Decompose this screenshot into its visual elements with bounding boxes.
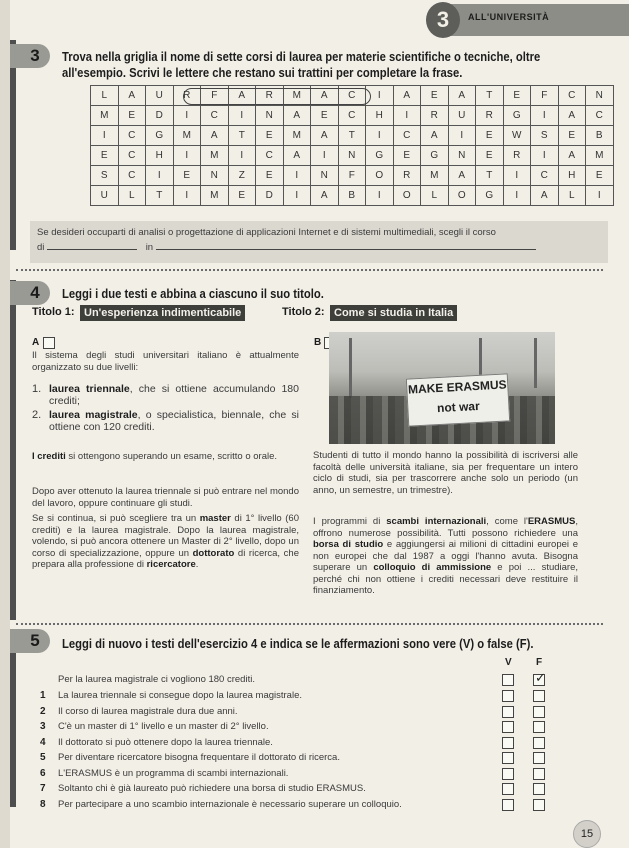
grid-cell[interactable]: I: [448, 126, 476, 146]
example-v-checkbox[interactable]: [502, 674, 514, 686]
grid-cell[interactable]: I: [146, 166, 174, 186]
check-mark-icon: ✓: [535, 670, 546, 685]
grid-cell[interactable]: G: [503, 106, 531, 126]
grid-row: [91, 126, 614, 146]
section-margin-mark: [10, 280, 16, 620]
grid-cell[interactable]: M: [201, 146, 229, 166]
statement-text: Per diventare ricercatore bisogna frequentare il dottorato di ricerca.: [58, 752, 340, 763]
text-b-label: B: [314, 337, 322, 348]
grid-cell[interactable]: A: [283, 106, 311, 126]
statement-number: 8: [40, 798, 46, 810]
statement-v-checkbox[interactable]: [502, 768, 514, 780]
grid-cell[interactable]: Z: [228, 166, 256, 186]
statement-number: 6: [40, 767, 46, 779]
grid-cell[interactable]: I: [91, 126, 119, 146]
grid-cell[interactable]: I: [283, 166, 311, 186]
text-b-paragraph-1: Studenti di tutto il mondo hanno la possibilità di iscriversi alle facoltà delle università italiane, sia per frequentare un intero ciclo di studi, sia per trascorrere anche solo un periodo (un anno, un semestre, un trimestre).: [313, 450, 578, 496]
grid-row: [91, 186, 614, 206]
grid-cell[interactable]: I: [366, 126, 394, 146]
grid-cell[interactable]: A: [531, 186, 559, 206]
grid-cell[interactable]: M: [173, 126, 201, 146]
grid-row: [91, 106, 614, 126]
grid-cell[interactable]: I: [531, 146, 559, 166]
grid-cell[interactable]: G: [476, 186, 504, 206]
statement-number: 1: [40, 690, 46, 701]
text-b-paragraph-2: I programmi di scambi internazionali, come l'ERASMUS, offrono numerose possibilità. Tutti possono richiedere una borsa di studio e aggiungersi ai milioni di cittadini europei e non europei che dal 1987 a oggi l'hanno avuta. Bisogna superare un colloquio di ammissione e poi ... studiare, perché chi non ottiene i crediti necessari deve restituire il finanziamento.: [313, 516, 579, 596]
chapter-title: ALL'UNIVERSITÀ: [468, 12, 550, 22]
statement-f-checkbox[interactable]: [533, 721, 545, 733]
statement-text: Per partecipare a uno scambio internazionale è necessario superare un colloquio.: [58, 798, 402, 810]
students-photo: [329, 332, 555, 444]
grid-cell[interactable]: R: [421, 106, 449, 126]
exercise-number-4: 4: [10, 281, 50, 305]
statement-f-checkbox[interactable]: [533, 737, 545, 749]
grid-cell[interactable]: E: [256, 166, 284, 186]
list-number: 1.: [32, 383, 42, 395]
text-a-intro: Il sistema degli studi universitari italiano è attualmente organizzato su due livelli:: [32, 350, 299, 373]
statement-number: 2: [40, 705, 46, 717]
exercise-4-instruction: Leggi i due testi e abbina a ciascuno il suo titolo.: [62, 287, 324, 301]
grid-cell[interactable]: E: [421, 86, 449, 106]
example-statement: Per la laurea magistrale ci vogliono 180 crediti.: [58, 674, 255, 685]
grid-cell[interactable]: H: [146, 146, 174, 166]
grid-cell[interactable]: E: [393, 146, 421, 166]
section-margin-mark: [10, 40, 16, 250]
statement-f-checkbox[interactable]: [533, 690, 545, 702]
example-word-circle: [183, 88, 371, 105]
grid-cell[interactable]: R: [173, 86, 201, 106]
grid-cell[interactable]: I: [228, 146, 256, 166]
title-2-label: Titolo 2:: [282, 306, 325, 318]
grid-cell[interactable]: I: [366, 186, 394, 206]
statement-v-checkbox[interactable]: [502, 737, 514, 749]
grid-cell[interactable]: M: [283, 86, 311, 106]
grid-cell[interactable]: A: [228, 86, 256, 106]
statement-v-checkbox[interactable]: [502, 783, 514, 795]
grid-cell[interactable]: A: [283, 146, 311, 166]
grid-cell[interactable]: I: [173, 146, 201, 166]
answer-blank[interactable]: [156, 239, 536, 250]
text-a-checkbox[interactable]: [43, 337, 55, 349]
statement-v-checkbox[interactable]: [502, 690, 514, 702]
grid-cell[interactable]: C: [338, 106, 366, 126]
grid-cell[interactable]: W: [503, 126, 531, 146]
grid-cell[interactable]: A: [448, 166, 476, 186]
grid-cell[interactable]: E: [586, 166, 614, 186]
statement-text: Il dottorato si può ottenere dopo la laurea triennale.: [58, 736, 273, 748]
title-1: Un'esperienza indimenticabile: [80, 305, 245, 321]
grid-row: [91, 146, 614, 166]
statement-number: 5: [40, 752, 46, 763]
title-2: Come si studia in Italia: [330, 305, 457, 321]
text-a-label: A: [32, 337, 40, 348]
grid-cell[interactable]: I: [503, 166, 531, 186]
statement-text: Soltanto chi è già laureato può richiedere una borsa di studio ERASMUS.: [58, 783, 366, 794]
grid-cell[interactable]: R: [476, 106, 504, 126]
grid-cell[interactable]: L: [558, 186, 586, 206]
grid-cell[interactable]: A: [558, 146, 586, 166]
grid-cell[interactable]: C: [256, 146, 284, 166]
grid-cell[interactable]: E: [558, 126, 586, 146]
column-f-header: F: [536, 657, 543, 668]
grid-cell[interactable]: O: [366, 166, 394, 186]
grid-cell[interactable]: A: [201, 126, 229, 146]
grid-cell[interactable]: R: [256, 86, 284, 106]
page: [10, 0, 629, 848]
statement-text: C'è un master di 1° livello e un master di 2° livello.: [58, 721, 269, 732]
grid-cell[interactable]: H: [366, 106, 394, 126]
grid-cell[interactable]: M: [201, 186, 229, 206]
text-a-paragraph-2: I crediti si ottengono superando un esame, scritto o orale.: [32, 451, 278, 462]
grid-cell[interactable]: B: [586, 126, 614, 146]
statement-text: L'ERASMUS è un programma di scambi internazionali.: [58, 767, 289, 779]
grid-cell[interactable]: A: [311, 126, 339, 146]
grid-cell[interactable]: E: [228, 186, 256, 206]
grid-cell[interactable]: E: [476, 146, 504, 166]
grid-cell[interactable]: A: [448, 86, 476, 106]
grid-cell[interactable]: G: [366, 146, 394, 166]
grid-cell[interactable]: C: [338, 86, 366, 106]
grid-cell[interactable]: O: [448, 186, 476, 206]
grid-cell[interactable]: C: [118, 166, 146, 186]
list-number: 2.: [32, 409, 42, 421]
exercise-5-instruction: Leggi di nuovo i testi dell'esercizio 4 e indica se le affermazioni sono vere (V) o false (F).: [62, 637, 534, 651]
statement-number: 7: [40, 783, 46, 794]
grid-cell[interactable]: I: [173, 186, 201, 206]
grid-cell[interactable]: F: [338, 166, 366, 186]
grid-cell[interactable]: B: [338, 186, 366, 206]
grid-cell[interactable]: T: [338, 126, 366, 146]
section-divider: [16, 269, 603, 272]
answer-blank[interactable]: [47, 239, 137, 250]
statement-number: 3: [40, 721, 46, 732]
grid-cell[interactable]: E: [173, 166, 201, 186]
text-a-paragraph-4: Se si continua, si può scegliere tra un master di 1° livello (60 crediti) e la laurea magistrale. Dopo la laurea magistrale, volendo, si può ancora ottenere un Master di 2° livello, dopo un corso di specializzazione, oppure un dottorato di ricerca, che prepara alla professione di ricercatore.: [32, 513, 299, 570]
grid-cell[interactable]: U: [91, 186, 119, 206]
grid-cell[interactable]: L: [118, 186, 146, 206]
grid-cell[interactable]: M: [421, 166, 449, 186]
grid-cell[interactable]: O: [393, 186, 421, 206]
exercise-number-3: 3: [10, 44, 50, 68]
grid-cell[interactable]: I: [173, 106, 201, 126]
grid-cell[interactable]: N: [311, 166, 339, 186]
grid-cell[interactable]: I: [393, 106, 421, 126]
exercise-number-5: 5: [10, 629, 50, 653]
grid-cell[interactable]: F: [531, 86, 559, 106]
grid-cell[interactable]: N: [338, 146, 366, 166]
grid-cell[interactable]: C: [201, 106, 229, 126]
statement-f-checkbox[interactable]: [533, 768, 545, 780]
grid-cell[interactable]: I: [503, 186, 531, 206]
grid-cell[interactable]: L: [91, 86, 119, 106]
grid-cell[interactable]: A: [393, 86, 421, 106]
grid-cell[interactable]: T: [476, 166, 504, 186]
section-divider: [16, 623, 603, 626]
grid-cell[interactable]: U: [146, 86, 174, 106]
grid-cell[interactable]: E: [256, 126, 284, 146]
statement-v-checkbox[interactable]: [502, 752, 514, 764]
grid-cell[interactable]: A: [311, 186, 339, 206]
grid-cell[interactable]: C: [118, 126, 146, 146]
grid-cell[interactable]: I: [228, 106, 256, 126]
grid-cell[interactable]: R: [503, 146, 531, 166]
statement-f-checkbox[interactable]: [533, 752, 545, 764]
grid-cell[interactable]: E: [118, 106, 146, 126]
grid-cell[interactable]: E: [503, 86, 531, 106]
statement-v-checkbox[interactable]: [502, 706, 514, 718]
grid-cell[interactable]: A: [118, 86, 146, 106]
grid-cell[interactable]: M: [91, 106, 119, 126]
grid-cell[interactable]: I: [283, 186, 311, 206]
sentence-text: Se desideri occuparti di analisi o progettazione di applicazioni Internet e di sistemi multimediali, scegli il corso di in: [37, 226, 607, 254]
text-a-item-2: laurea magistrale, o specialistica, biennale, che si ottiene con 120 crediti.: [49, 409, 299, 433]
statement-v-checkbox[interactable]: [502, 799, 514, 811]
grid-cell[interactable]: I: [586, 186, 614, 206]
grid-cell[interactable]: T: [476, 86, 504, 106]
grid-cell[interactable]: I: [311, 146, 339, 166]
grid-cell[interactable]: A: [558, 106, 586, 126]
grid-cell[interactable]: N: [586, 86, 614, 106]
example-f-checkbox[interactable]: [533, 670, 546, 686]
grid-cell[interactable]: I: [531, 106, 559, 126]
title-1-label: Titolo 1:: [32, 306, 75, 318]
grid-cell[interactable]: S: [91, 166, 119, 186]
grid-cell[interactable]: C: [393, 126, 421, 146]
grid-cell[interactable]: D: [256, 186, 284, 206]
grid-cell[interactable]: T: [146, 186, 174, 206]
grid-cell[interactable]: A: [421, 126, 449, 146]
grid-cell[interactable]: M: [586, 146, 614, 166]
grid-cell[interactable]: N: [256, 106, 284, 126]
grid-cell[interactable]: A: [311, 86, 339, 106]
grid-cell[interactable]: C: [586, 106, 614, 126]
column-v-header: V: [505, 657, 512, 668]
photo-tree: [349, 338, 352, 398]
statement-f-checkbox[interactable]: [533, 799, 545, 811]
grid-cell[interactable]: I: [366, 86, 394, 106]
grid-cell[interactable]: L: [421, 186, 449, 206]
text-a-item-1: laurea triennale, che si ottiene accumulando 180 crediti;: [49, 383, 299, 407]
chapter-number: 3: [426, 2, 460, 38]
statement-number: 4: [40, 736, 46, 748]
grid-cell[interactable]: M: [283, 126, 311, 146]
grid-cell[interactable]: R: [393, 166, 421, 186]
grid-cell[interactable]: E: [311, 106, 339, 126]
grid-cell[interactable]: E: [476, 126, 504, 146]
statement-v-checkbox[interactable]: [502, 721, 514, 733]
page-number: 15: [573, 820, 601, 848]
grid-cell[interactable]: G: [146, 126, 174, 146]
grid-cell[interactable]: C: [118, 146, 146, 166]
grid-cell[interactable]: C: [531, 166, 559, 186]
statement-text: La laurea triennale si consegue dopo la laurea magistrale.: [58, 690, 302, 701]
grid-cell[interactable]: H: [558, 166, 586, 186]
grid-cell[interactable]: F: [201, 86, 229, 106]
grid-cell[interactable]: C: [558, 86, 586, 106]
grid-cell[interactable]: S: [531, 126, 559, 146]
grid-cell[interactable]: G: [421, 146, 449, 166]
section-margin-mark: [10, 632, 16, 807]
statement-text: Il corso di laurea magistrale dura due anni.: [58, 705, 238, 717]
grid-cell[interactable]: D: [146, 106, 174, 126]
grid-row: [91, 166, 614, 186]
photo-tree: [534, 338, 537, 388]
protest-banner: MAKE ERASMUS not war: [406, 373, 510, 426]
grid-cell[interactable]: N: [201, 166, 229, 186]
exercise-3-instruction: Trova nella griglia il nome di sette corsi di laurea per materie scientifiche o tecniche, oltre all'esempio. Scrivi le lettere che restano sui trattini per completare la frase.: [62, 50, 541, 80]
statement-f-checkbox[interactable]: [533, 706, 545, 718]
grid-cell[interactable]: E: [91, 146, 119, 166]
grid-cell[interactable]: N: [448, 146, 476, 166]
grid-cell[interactable]: T: [228, 126, 256, 146]
text-a-paragraph-3: Dopo aver ottenuto la laurea triennale si può entrare nel mondo del lavoro, oppure continuare gli studi.: [32, 486, 299, 509]
grid-cell[interactable]: U: [448, 106, 476, 126]
statement-f-checkbox[interactable]: [533, 783, 545, 795]
